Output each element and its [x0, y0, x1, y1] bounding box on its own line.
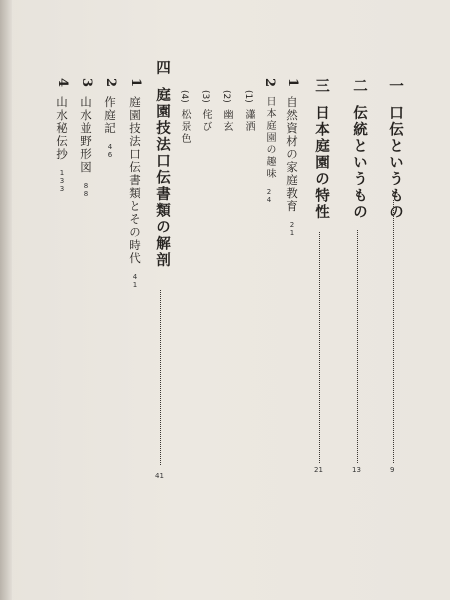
chapter-4[interactable]: [152, 60, 173, 268]
sub-item-1-title: 瀟洒: [243, 108, 254, 133]
chapter-3-leader: [319, 232, 320, 463]
section-4-4-title: 山水秘伝抄: [55, 96, 69, 162]
section-4-2-page: 46: [106, 143, 114, 160]
section-4-2-number: 2: [103, 78, 118, 88]
book-gutter: [0, 0, 12, 600]
section-4-4[interactable]: [53, 78, 72, 193]
section-4-3-page: 88: [82, 182, 90, 199]
sub-item-3-number: (3): [200, 90, 210, 103]
section-4-3[interactable]: [77, 78, 96, 198]
chapter-4-number: 四: [154, 60, 171, 77]
sub-item-1[interactable]: [239, 90, 258, 133]
sub-item-4-title: 松景色: [179, 108, 190, 145]
section-4-3-title: 山水並野形図: [79, 96, 93, 175]
sub-item-2[interactable]: [217, 90, 236, 133]
chapter-4-title: 庭園技法口伝書類の解剖: [154, 86, 171, 268]
chapter-1-page: 9: [390, 466, 395, 474]
sub-item-2-number: (2): [221, 90, 231, 103]
chapter-3[interactable]: [311, 78, 332, 220]
sub-item-1-number: (1): [243, 90, 253, 103]
chapter-2-page: 13: [352, 466, 361, 474]
chapter-1[interactable]: [385, 78, 406, 220]
chapter-2-number: 二: [351, 78, 368, 95]
chapter-1-title: 口伝というもの: [387, 104, 404, 220]
section-3-2[interactable]: [260, 78, 279, 204]
chapter-4-leader: [160, 290, 161, 465]
sub-item-3[interactable]: [196, 90, 215, 133]
section-4-1[interactable]: [126, 78, 145, 289]
section-4-4-number: 4: [55, 78, 70, 88]
chapter-3-number: 三: [313, 78, 330, 95]
section-4-1-title: 庭園技法口伝書類とその時代: [128, 96, 142, 266]
section-3-1-title: 自然資材の家庭教育: [285, 96, 299, 214]
chapter-4-page: 41: [155, 472, 164, 480]
section-4-3-number: 3: [79, 78, 94, 88]
section-3-1-number: 1: [285, 78, 300, 88]
chapter-2[interactable]: [349, 78, 370, 220]
sub-item-3-title: 侘び: [200, 108, 211, 133]
chapter-2-title: 伝統というもの: [351, 104, 368, 220]
section-4-2[interactable]: [101, 78, 120, 159]
section-3-2-page: 24: [265, 188, 273, 205]
section-3-1-page: 21: [288, 221, 296, 238]
chapter-2-leader: [357, 230, 358, 463]
section-4-4-page: 133: [58, 169, 66, 194]
section-3-1[interactable]: [283, 78, 302, 237]
chapter-1-number: 一: [387, 78, 404, 95]
sub-item-4[interactable]: [175, 90, 194, 145]
section-4-1-page: 41: [131, 273, 139, 290]
section-4-2-title: 作庭記: [103, 96, 117, 136]
chapter-3-title: 日本庭園の特性: [313, 104, 330, 220]
sub-item-2-title: 幽玄: [221, 108, 232, 133]
section-4-1-number: 1: [128, 78, 143, 88]
section-3-2-number: 2: [262, 78, 277, 88]
section-3-2-title: 日本庭園の趣味: [264, 96, 275, 181]
chapter-1-leader: [393, 200, 394, 463]
sub-item-4-number: (4): [179, 90, 189, 103]
chapter-3-page: 21: [314, 466, 323, 474]
